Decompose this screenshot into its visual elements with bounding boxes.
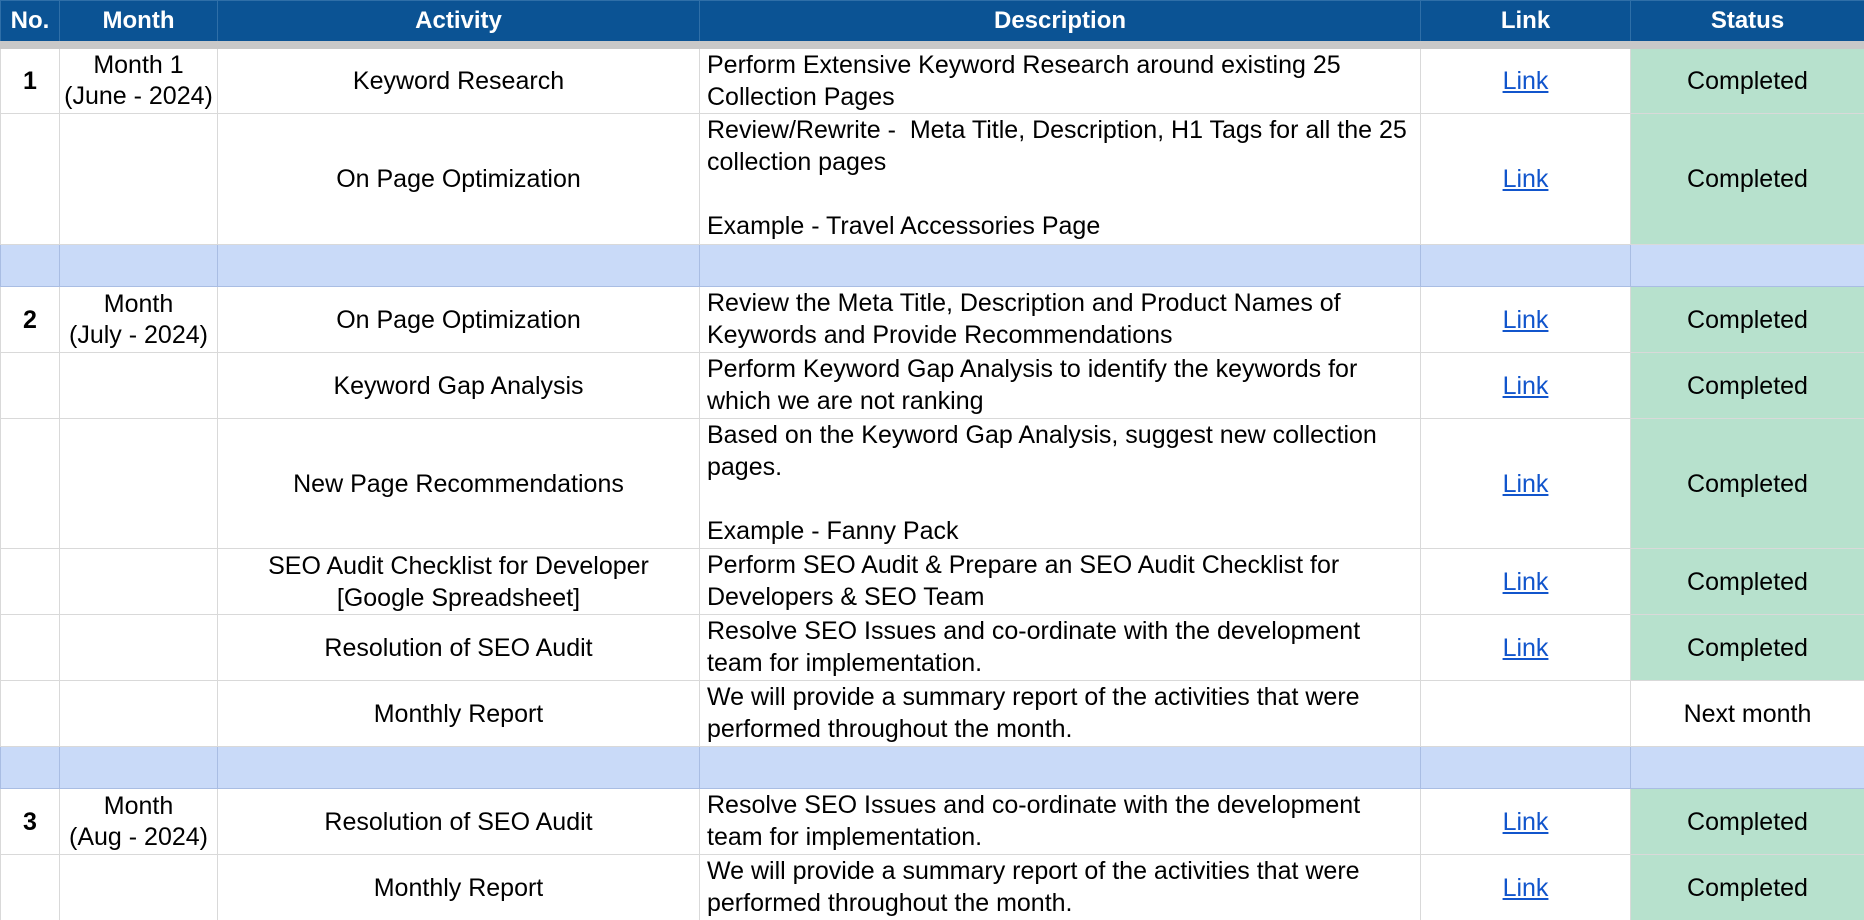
link-anchor[interactable]: Link bbox=[1502, 807, 1549, 836]
cell-month[interactable] bbox=[60, 287, 218, 353]
cell-no[interactable] bbox=[1, 855, 60, 920]
month-range: (July - 2024) bbox=[69, 320, 208, 349]
cell-link[interactable] bbox=[1421, 114, 1631, 245]
cell-status[interactable]: Completed bbox=[1631, 353, 1864, 419]
separator-cell[interactable] bbox=[1421, 245, 1631, 287]
separator-cell[interactable] bbox=[1631, 747, 1864, 789]
table-row bbox=[1, 287, 1864, 353]
cell-link[interactable] bbox=[1421, 615, 1631, 681]
separator-row bbox=[1, 245, 1864, 287]
cell-no[interactable]: 2 bbox=[1, 287, 60, 353]
cell-description[interactable]: Review/Rewrite - Meta Title, Description, H1 Tags for all the 25 collection pages Example - Travel Accessories Page bbox=[700, 114, 1421, 245]
month-label: Month 1 bbox=[93, 51, 184, 79]
cell-status[interactable]: Completed bbox=[1631, 287, 1864, 353]
cell-month[interactable] bbox=[60, 855, 218, 920]
header-link[interactable]: Link bbox=[1421, 1, 1631, 46]
separator-cell[interactable] bbox=[1421, 747, 1631, 789]
link-anchor[interactable]: Link bbox=[1502, 567, 1549, 596]
separator-cell[interactable] bbox=[1, 747, 60, 789]
cell-description[interactable]: Resolve SEO Issues and co-ordinate with the development team for implementation. bbox=[700, 789, 1421, 855]
cell-description[interactable]: Perform Extensive Keyword Research around existing 25 Collection Pages bbox=[700, 45, 1421, 114]
table-row bbox=[1, 45, 1864, 114]
link-anchor[interactable]: Link bbox=[1502, 371, 1549, 400]
cell-status[interactable]: Completed bbox=[1631, 549, 1864, 615]
cell-link[interactable] bbox=[1421, 45, 1631, 114]
header-row bbox=[1, 1, 1864, 46]
header-no[interactable]: No. bbox=[1, 1, 60, 46]
cell-activity[interactable]: On Page Optimization bbox=[218, 287, 700, 353]
cell-month[interactable] bbox=[60, 353, 218, 419]
cell-description[interactable]: We will provide a summary report of the activities that were performed throughout the month. bbox=[700, 681, 1421, 747]
cell-description[interactable]: We will provide a summary report of the activities that were performed throughout the month. bbox=[700, 855, 1421, 920]
separator-cell[interactable] bbox=[60, 747, 218, 789]
separator-cell[interactable] bbox=[1631, 245, 1864, 287]
cell-month[interactable] bbox=[60, 419, 218, 549]
cell-activity[interactable]: Keyword Research bbox=[218, 45, 700, 114]
cell-description[interactable]: Perform SEO Audit & Prepare an SEO Audit Checklist for Developers & SEO Team bbox=[700, 549, 1421, 615]
cell-no[interactable]: 1 bbox=[1, 45, 60, 114]
cell-status[interactable]: Completed bbox=[1631, 114, 1864, 245]
cell-description[interactable]: Based on the Keyword Gap Analysis, suggest new collection pages. Example - Fanny Pack bbox=[700, 419, 1421, 549]
link-anchor[interactable]: Link bbox=[1502, 305, 1549, 334]
separator-cell[interactable] bbox=[700, 747, 1421, 789]
cell-month[interactable] bbox=[60, 615, 218, 681]
header-activity[interactable]: Activity bbox=[218, 1, 700, 46]
cell-link[interactable] bbox=[1421, 681, 1631, 747]
cell-activity[interactable]: On Page Optimization bbox=[218, 114, 700, 245]
table-row bbox=[1, 353, 1864, 419]
cell-description[interactable]: Review the Meta Title, Description and Product Names of Keywords and Provide Recommendations bbox=[700, 287, 1421, 353]
cell-no[interactable] bbox=[1, 419, 60, 549]
separator-cell[interactable] bbox=[700, 245, 1421, 287]
link-anchor[interactable]: Link bbox=[1502, 873, 1549, 902]
cell-month[interactable] bbox=[60, 549, 218, 615]
cell-no[interactable]: 3 bbox=[1, 789, 60, 855]
cell-month[interactable] bbox=[60, 681, 218, 747]
link-anchor[interactable]: Link bbox=[1502, 469, 1549, 498]
table-row bbox=[1, 789, 1864, 855]
cell-activity[interactable]: Keyword Gap Analysis bbox=[218, 353, 700, 419]
separator-cell[interactable] bbox=[60, 245, 218, 287]
cell-link[interactable] bbox=[1421, 353, 1631, 419]
cell-activity[interactable]: Monthly Report bbox=[218, 681, 700, 747]
cell-activity[interactable]: New Page Recommendations bbox=[218, 419, 700, 549]
cell-activity[interactable]: SEO Audit Checklist for Developer [Google Spreadsheet] bbox=[218, 549, 700, 615]
cell-month[interactable] bbox=[60, 45, 218, 114]
cell-status[interactable]: Next month bbox=[1631, 681, 1864, 747]
table-row bbox=[1, 681, 1864, 747]
table-row bbox=[1, 114, 1864, 245]
table-body bbox=[1, 45, 1864, 920]
cell-month[interactable] bbox=[60, 114, 218, 245]
month-range: (June - 2024) bbox=[64, 82, 213, 110]
cell-status[interactable]: Completed bbox=[1631, 45, 1864, 114]
cell-status[interactable]: Completed bbox=[1631, 419, 1864, 549]
link-anchor[interactable]: Link bbox=[1502, 165, 1549, 193]
cell-no[interactable] bbox=[1, 549, 60, 615]
separator-row bbox=[1, 747, 1864, 789]
header-month[interactable]: Month bbox=[60, 1, 218, 46]
table-row bbox=[1, 549, 1864, 615]
table-row bbox=[1, 419, 1864, 549]
cell-no[interactable] bbox=[1, 353, 60, 419]
month-label: Month bbox=[103, 791, 174, 820]
cell-description[interactable]: Resolve SEO Issues and co-ordinate with the development team for implementation. bbox=[700, 615, 1421, 681]
cell-link[interactable] bbox=[1421, 287, 1631, 353]
cell-activity[interactable]: Resolution of SEO Audit bbox=[218, 789, 700, 855]
cell-link[interactable] bbox=[1421, 789, 1631, 855]
cell-status[interactable]: Completed bbox=[1631, 789, 1864, 855]
link-anchor[interactable]: Link bbox=[1502, 633, 1549, 662]
cell-month[interactable] bbox=[60, 789, 218, 855]
cell-status[interactable]: Completed bbox=[1631, 615, 1864, 681]
month-range: (Aug - 2024) bbox=[69, 822, 208, 851]
month-label: Month bbox=[103, 289, 174, 318]
cell-no[interactable] bbox=[1, 681, 60, 747]
header-description[interactable]: Description bbox=[700, 1, 1421, 46]
header-status[interactable]: Status bbox=[1631, 1, 1864, 46]
cell-status[interactable]: Completed bbox=[1631, 855, 1864, 920]
cell-activity[interactable]: Resolution of SEO Audit bbox=[218, 615, 700, 681]
cell-link[interactable] bbox=[1421, 855, 1631, 920]
cell-activity[interactable]: Monthly Report bbox=[218, 855, 700, 920]
separator-cell[interactable] bbox=[218, 747, 700, 789]
separator-cell[interactable] bbox=[218, 245, 700, 287]
link-anchor[interactable]: Link bbox=[1502, 67, 1549, 95]
cell-description[interactable]: Perform Keyword Gap Analysis to identify the keywords for which we are not ranking bbox=[700, 353, 1421, 419]
cell-link[interactable] bbox=[1421, 549, 1631, 615]
table-row bbox=[1, 855, 1864, 920]
cell-no[interactable] bbox=[1, 114, 60, 245]
cell-no[interactable] bbox=[1, 615, 60, 681]
table-header bbox=[1, 1, 1864, 46]
table-row bbox=[1, 615, 1864, 681]
cell-link[interactable] bbox=[1421, 419, 1631, 549]
separator-cell[interactable] bbox=[1, 245, 60, 287]
